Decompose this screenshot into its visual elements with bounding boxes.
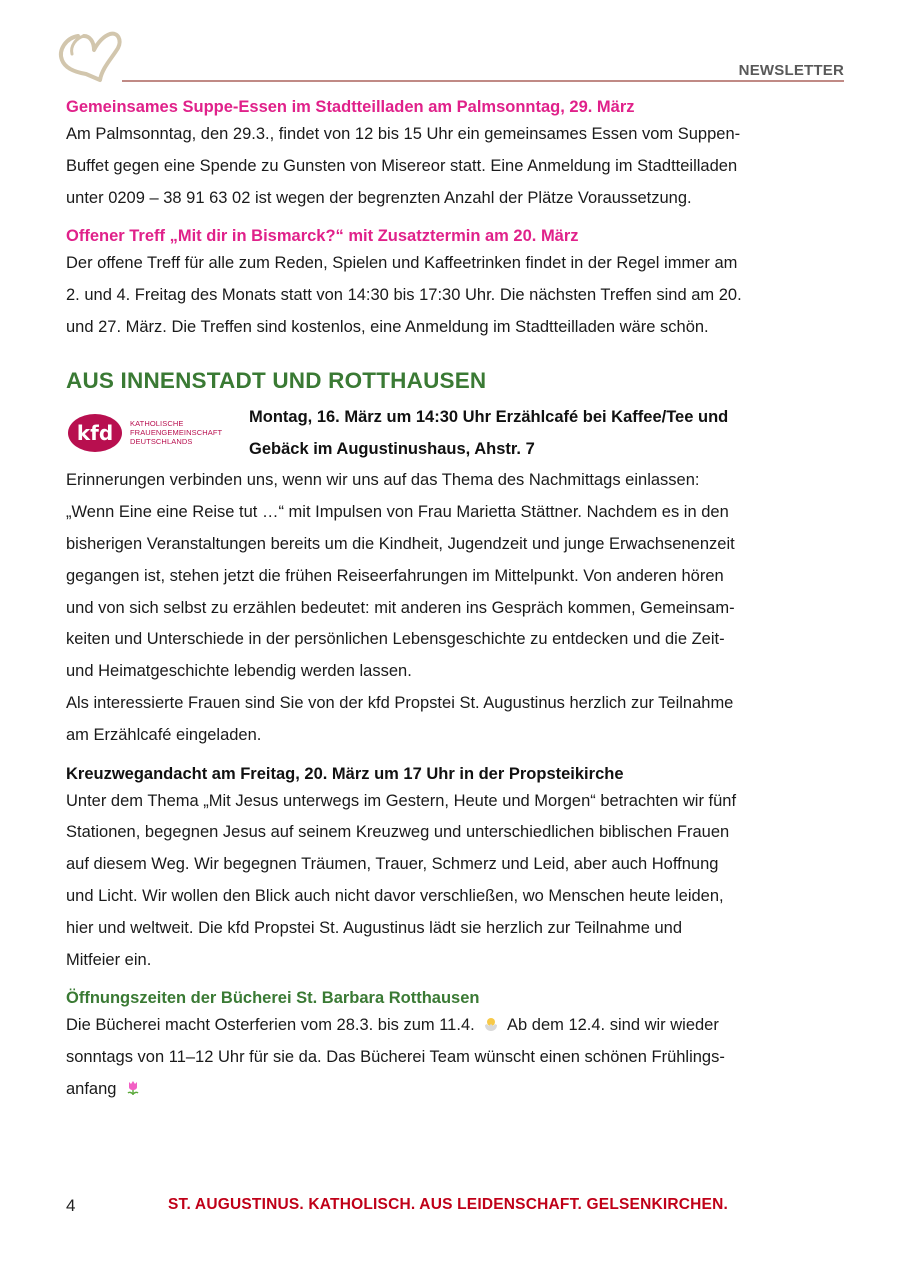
paragraph-line: und 27. März. Die Treffen sind kostenlos, eine Anmeldung im Stadtteilladen wäre schön. [66, 317, 709, 336]
section-kfd-erzaehlcafe [66, 402, 846, 752]
paragraph-line: bisherigen Veranstaltungen bereits um die Kindheit, Jugendzeit und junge Erwachsenenzeit [66, 534, 735, 553]
section-kreuzwegandacht [66, 762, 846, 977]
kfd-logo-text [130, 419, 222, 446]
page-content [66, 95, 846, 1106]
paragraph-line: Als interessierte Frauen sind Sie von der kfd Propstei St. Augustinus herzlich zur Teilnahme [66, 693, 734, 712]
section-title: Kreuzwegandacht am Freitag, 20. März um 17 Uhr in der Propsteikirche [66, 764, 624, 783]
kfd-logo-line: KATHOLISCHE [130, 419, 184, 429]
event-title-line: Montag, 16. März um 14:30 Uhr Erzählcafé bei Kaffee/Tee und [249, 407, 729, 426]
paragraph-line: am Erzählcafé eingeladen. [66, 725, 262, 744]
paragraph-line: Unter dem Thema „Mit Jesus unterwegs im Gestern, Heute und Morgen“ betrachten wir fünf [66, 791, 737, 810]
kfd-header-row [66, 402, 846, 466]
kfd-logo-mark: kfd [68, 414, 122, 452]
section-suppe-essen [66, 95, 846, 214]
header-rule [122, 80, 844, 82]
hatching-chick-icon [483, 1016, 499, 1032]
tulip-icon [125, 1080, 141, 1096]
section-offener-treff [66, 224, 846, 343]
text-span: anfang [66, 1079, 117, 1098]
kfd-logo [66, 408, 249, 458]
page-number: 4 [66, 1196, 76, 1215]
paragraph-line: und Heimatgeschichte lebendig werden lassen. [66, 662, 412, 681]
kfd-logo-line: FRAUENGEMEINSCHAFT [130, 428, 223, 438]
paragraph-line: Der offene Treff für alle zum Reden, Spielen und Kaffeetrinken findet in der Regel immer am [66, 254, 738, 273]
paragraph-line [66, 1010, 846, 1042]
heart-outline-icon [56, 28, 126, 84]
paragraph-line [66, 1074, 846, 1106]
paragraph-line: „Wenn Eine eine Reise tut …“ mit Impulsen von Frau Marietta Stättner. Nachdem es in den [66, 503, 729, 522]
footer-slogan: ST. AUGUSTINUS. KATHOLISCH. AUS LEIDENSCHAFT. GELSENKIRCHEN. [168, 1196, 728, 1213]
paragraph-line: und Licht. Wir wollen den Blick auch nicht davor verschließen, wo Menschen heute leiden, [66, 886, 724, 905]
paragraph-line: Stationen, begegnen Jesus auf seinem Kreuzweg und unterschiedlichen biblischen Frauen [66, 823, 730, 842]
event-title-line: Gebäck im Augustinushaus, Ahstr. 7 [249, 439, 535, 458]
region-heading: AUS INNENSTADT UND ROTTHAUSEN [66, 367, 487, 393]
text-span: Die Bücherei macht Osterferien vom 28.3. bis zum 11.4. [66, 1016, 475, 1035]
paragraph-line: unter 0209 – 38 91 63 02 ist wegen der begrenzten Anzahl der Plätze Voraussetzung. [66, 188, 692, 207]
kfd-logo-line: DEUTSCHLANDS [130, 437, 193, 447]
section-title: Öffnungszeiten der Bücherei St. Barbara Rotthausen [66, 989, 480, 1008]
text-span: Ab dem 12.4. sind wir wieder [507, 1016, 719, 1035]
section-buecherei [66, 986, 846, 1105]
paragraph-line: Erinnerungen verbinden uns, wenn wir uns auf das Thema des Nachmittags einlassen: [66, 471, 700, 490]
paragraph-line: Am Palmsonntag, den 29.3., findet von 12 bis 15 Uhr ein gemeinsames Essen vom Suppen- [66, 125, 741, 143]
paragraph-line: Mitfeier ein. [66, 950, 152, 969]
paragraph-line: gegangen ist, stehen jetzt die frühen Reiseerfahrungen im Mittelpunkt. Von anderen hören [66, 566, 724, 585]
paragraph-line: hier und weltweit. Die kfd Propstei St. Augustinus lädt sie herzlich zur Teilnahme und [66, 918, 683, 937]
paragraph-line: und von sich selbst zu erzählen bedeutet: mit anderen ins Gespräch kommen, Gemeinsam- [66, 598, 735, 617]
paragraph-line: keiten und Unterschiede in der persönlichen Lebensgeschichte zu entdecken und die Zeit- [66, 630, 725, 649]
paragraph-line: 2. und 4. Freitag des Monats statt von 14:30 bis 17:30 Uhr. Die nächsten Treffen sind am 20. [66, 286, 742, 305]
paragraph-line: auf diesem Weg. Wir begegnen Träumen, Trauer, Schmerz und Leid, aber auch Hoffnung [66, 855, 719, 874]
newsletter-label: NEWSLETTER [738, 62, 844, 79]
paragraph-line: sonntags von 11–12 Uhr für sie da. Das Bücherei Team wünscht einen schönen Frühlings- [66, 1048, 725, 1067]
paragraph-line: Buffet gegen eine Spende zu Gunsten von Misereor statt. Eine Anmeldung im Stadtteilladen [66, 156, 738, 175]
kfd-event-title [249, 402, 728, 466]
section-title: Gemeinsames Suppe-Essen im Stadtteilladen am Palmsonntag, 29. März [66, 98, 635, 116]
section-title: Offener Treff „Mit dir in Bismarck?“ mit Zusatztermin am 20. März [66, 227, 579, 246]
